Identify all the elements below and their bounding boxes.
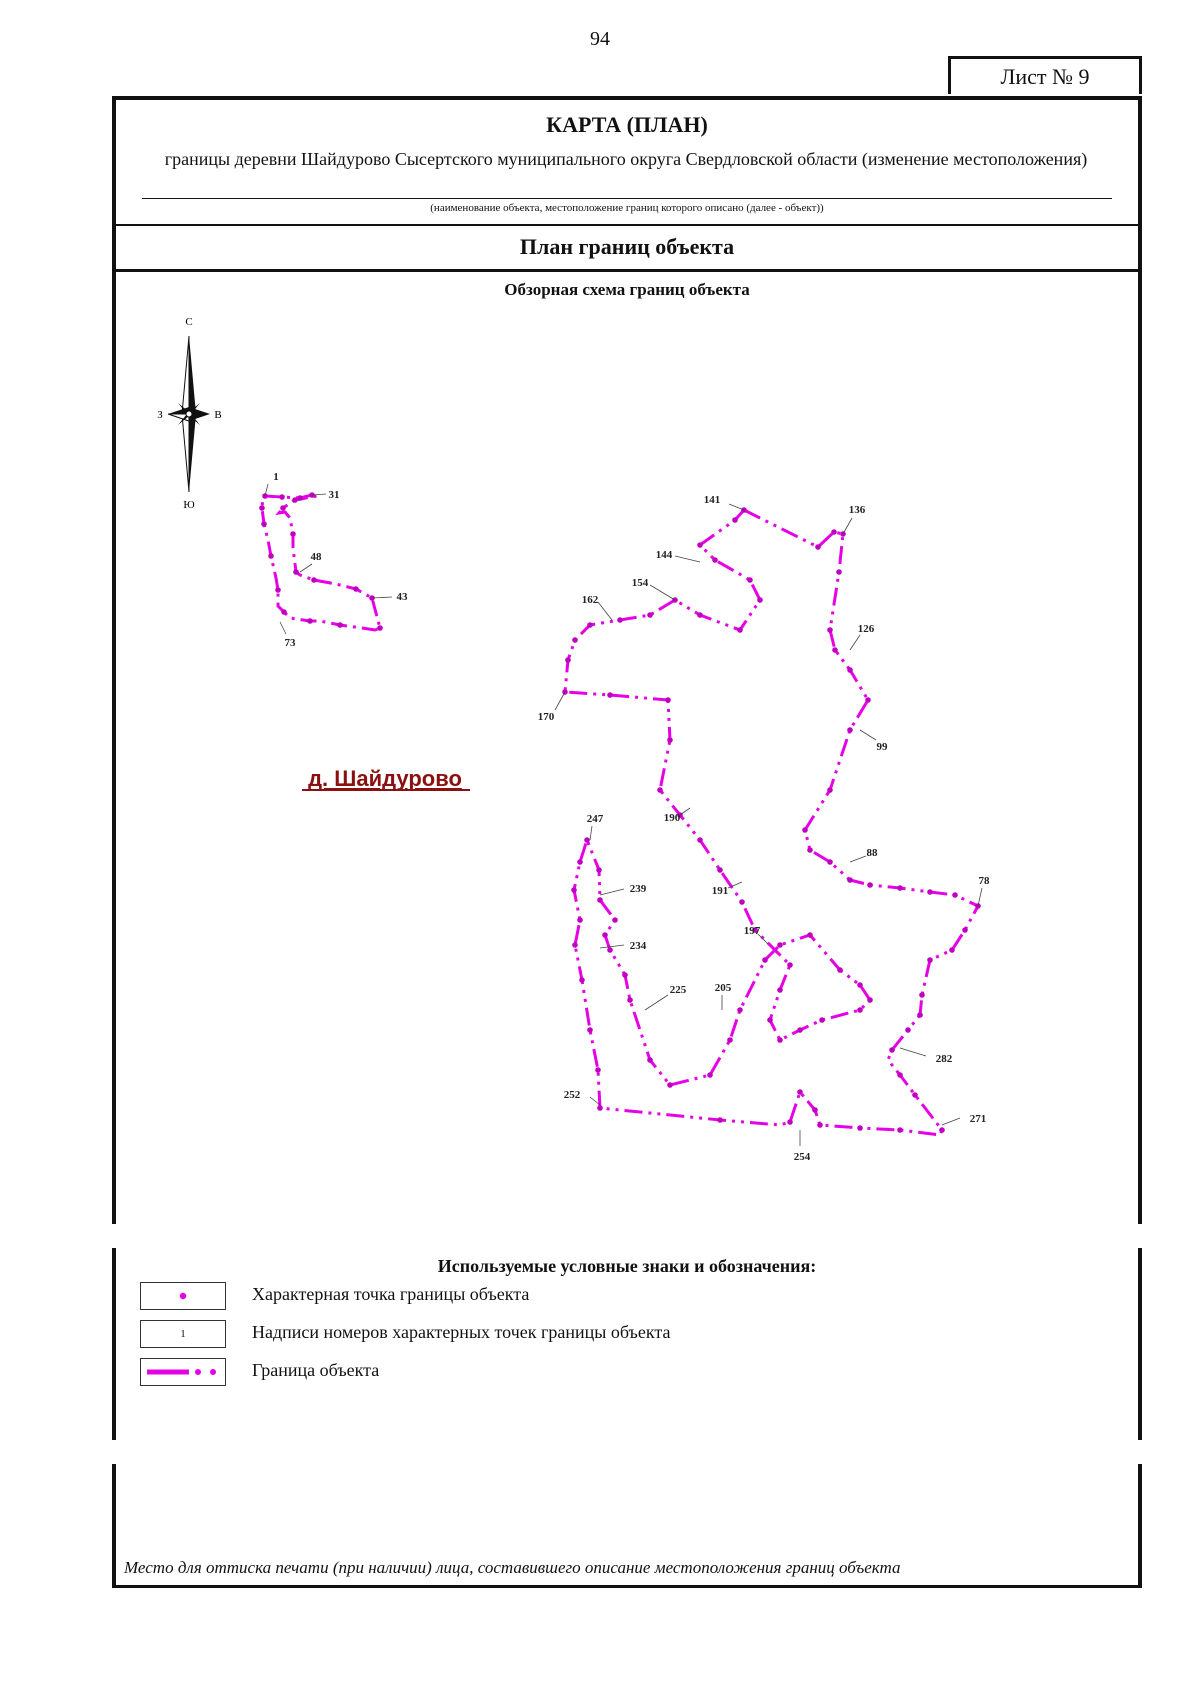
legend-boundary-sample bbox=[140, 1358, 226, 1386]
point-label-190: 190 bbox=[663, 812, 681, 824]
point-label-225: 225 bbox=[669, 984, 687, 996]
point-label-88: 88 bbox=[866, 847, 878, 859]
point-label-154: 154 bbox=[631, 577, 649, 589]
point-label-141: 141 bbox=[703, 494, 721, 506]
point-label-162: 162 bbox=[581, 594, 599, 606]
legend-point-label: Характерная точка границы объекта bbox=[252, 1284, 530, 1304]
compass-east-label: В bbox=[214, 409, 222, 421]
point-label-252: 252 bbox=[563, 1089, 581, 1101]
boundary-points-east bbox=[562, 507, 981, 1133]
point-label-254: 254 bbox=[793, 1151, 811, 1163]
legend-title: Используемые условные знаки и обозначения: bbox=[437, 1256, 817, 1276]
legend-number-label: Надписи номеров характерных точек границы объекта bbox=[252, 1322, 671, 1342]
legend-number-sample: 1 bbox=[140, 1320, 226, 1348]
object-description-note: (наименование объекта, местоположение границ которого описано (далее - объект)) bbox=[430, 202, 824, 214]
map-plan-title: КАРТА (ПЛАН) bbox=[546, 112, 708, 137]
compass-icon bbox=[168, 336, 210, 492]
compass-west-label: З bbox=[157, 409, 163, 421]
boundary-point-icon bbox=[141, 1283, 225, 1309]
point-label-99: 99 bbox=[876, 741, 888, 753]
legend-point-sample bbox=[140, 1282, 226, 1310]
object-description: границы деревни Шайдурово Сысертского муниципального округа Свердловской области (изменение местоположения) bbox=[164, 149, 1088, 169]
point-label-239: 239 bbox=[629, 883, 647, 895]
point-label-247: 247 bbox=[586, 813, 604, 825]
point-label-205: 205 bbox=[714, 982, 732, 994]
point-label-191: 191 bbox=[711, 885, 729, 897]
compass-south-label: Ю bbox=[183, 499, 195, 511]
point-label-282: 282 bbox=[935, 1053, 953, 1065]
boundary-line-icon bbox=[141, 1359, 225, 1385]
point-label-144: 144 bbox=[655, 549, 673, 561]
point-label-271: 271 bbox=[969, 1113, 987, 1125]
point-label-170: 170 bbox=[537, 711, 555, 723]
point-label-48: 48 bbox=[310, 551, 322, 563]
place-label: д. Шайдурово bbox=[308, 766, 462, 791]
point-label-197: 197 bbox=[743, 925, 761, 937]
compass-north-label: С bbox=[185, 316, 193, 328]
sheet-number-box: Лист № 9 bbox=[948, 56, 1142, 94]
stamp-area bbox=[112, 1464, 1142, 1588]
point-label-136: 136 bbox=[848, 504, 866, 516]
legend bbox=[112, 1248, 1142, 1440]
point-label-73: 73 bbox=[284, 637, 296, 649]
point-label-126: 126 bbox=[857, 623, 875, 635]
page-number: 94 bbox=[590, 28, 610, 50]
overview-map-title: Обзорная схема границ объекта bbox=[504, 280, 750, 299]
point-labels bbox=[265, 471, 990, 1163]
point-label-31: 31 bbox=[328, 489, 340, 501]
stamp-place-text: Место для оттиска печати (при наличии) лица, составившего описание местоположения границ объекта bbox=[124, 1558, 901, 1577]
point-label-78: 78 bbox=[978, 875, 990, 887]
boundary-line-east bbox=[565, 510, 978, 1135]
point-label-43: 43 bbox=[396, 591, 408, 603]
plan-title: План границ объекта bbox=[519, 234, 735, 259]
point-label-234: 234 bbox=[629, 940, 647, 952]
legend-boundary-label: Граница объекта bbox=[252, 1360, 380, 1380]
point-label-1: 1 bbox=[273, 471, 279, 483]
